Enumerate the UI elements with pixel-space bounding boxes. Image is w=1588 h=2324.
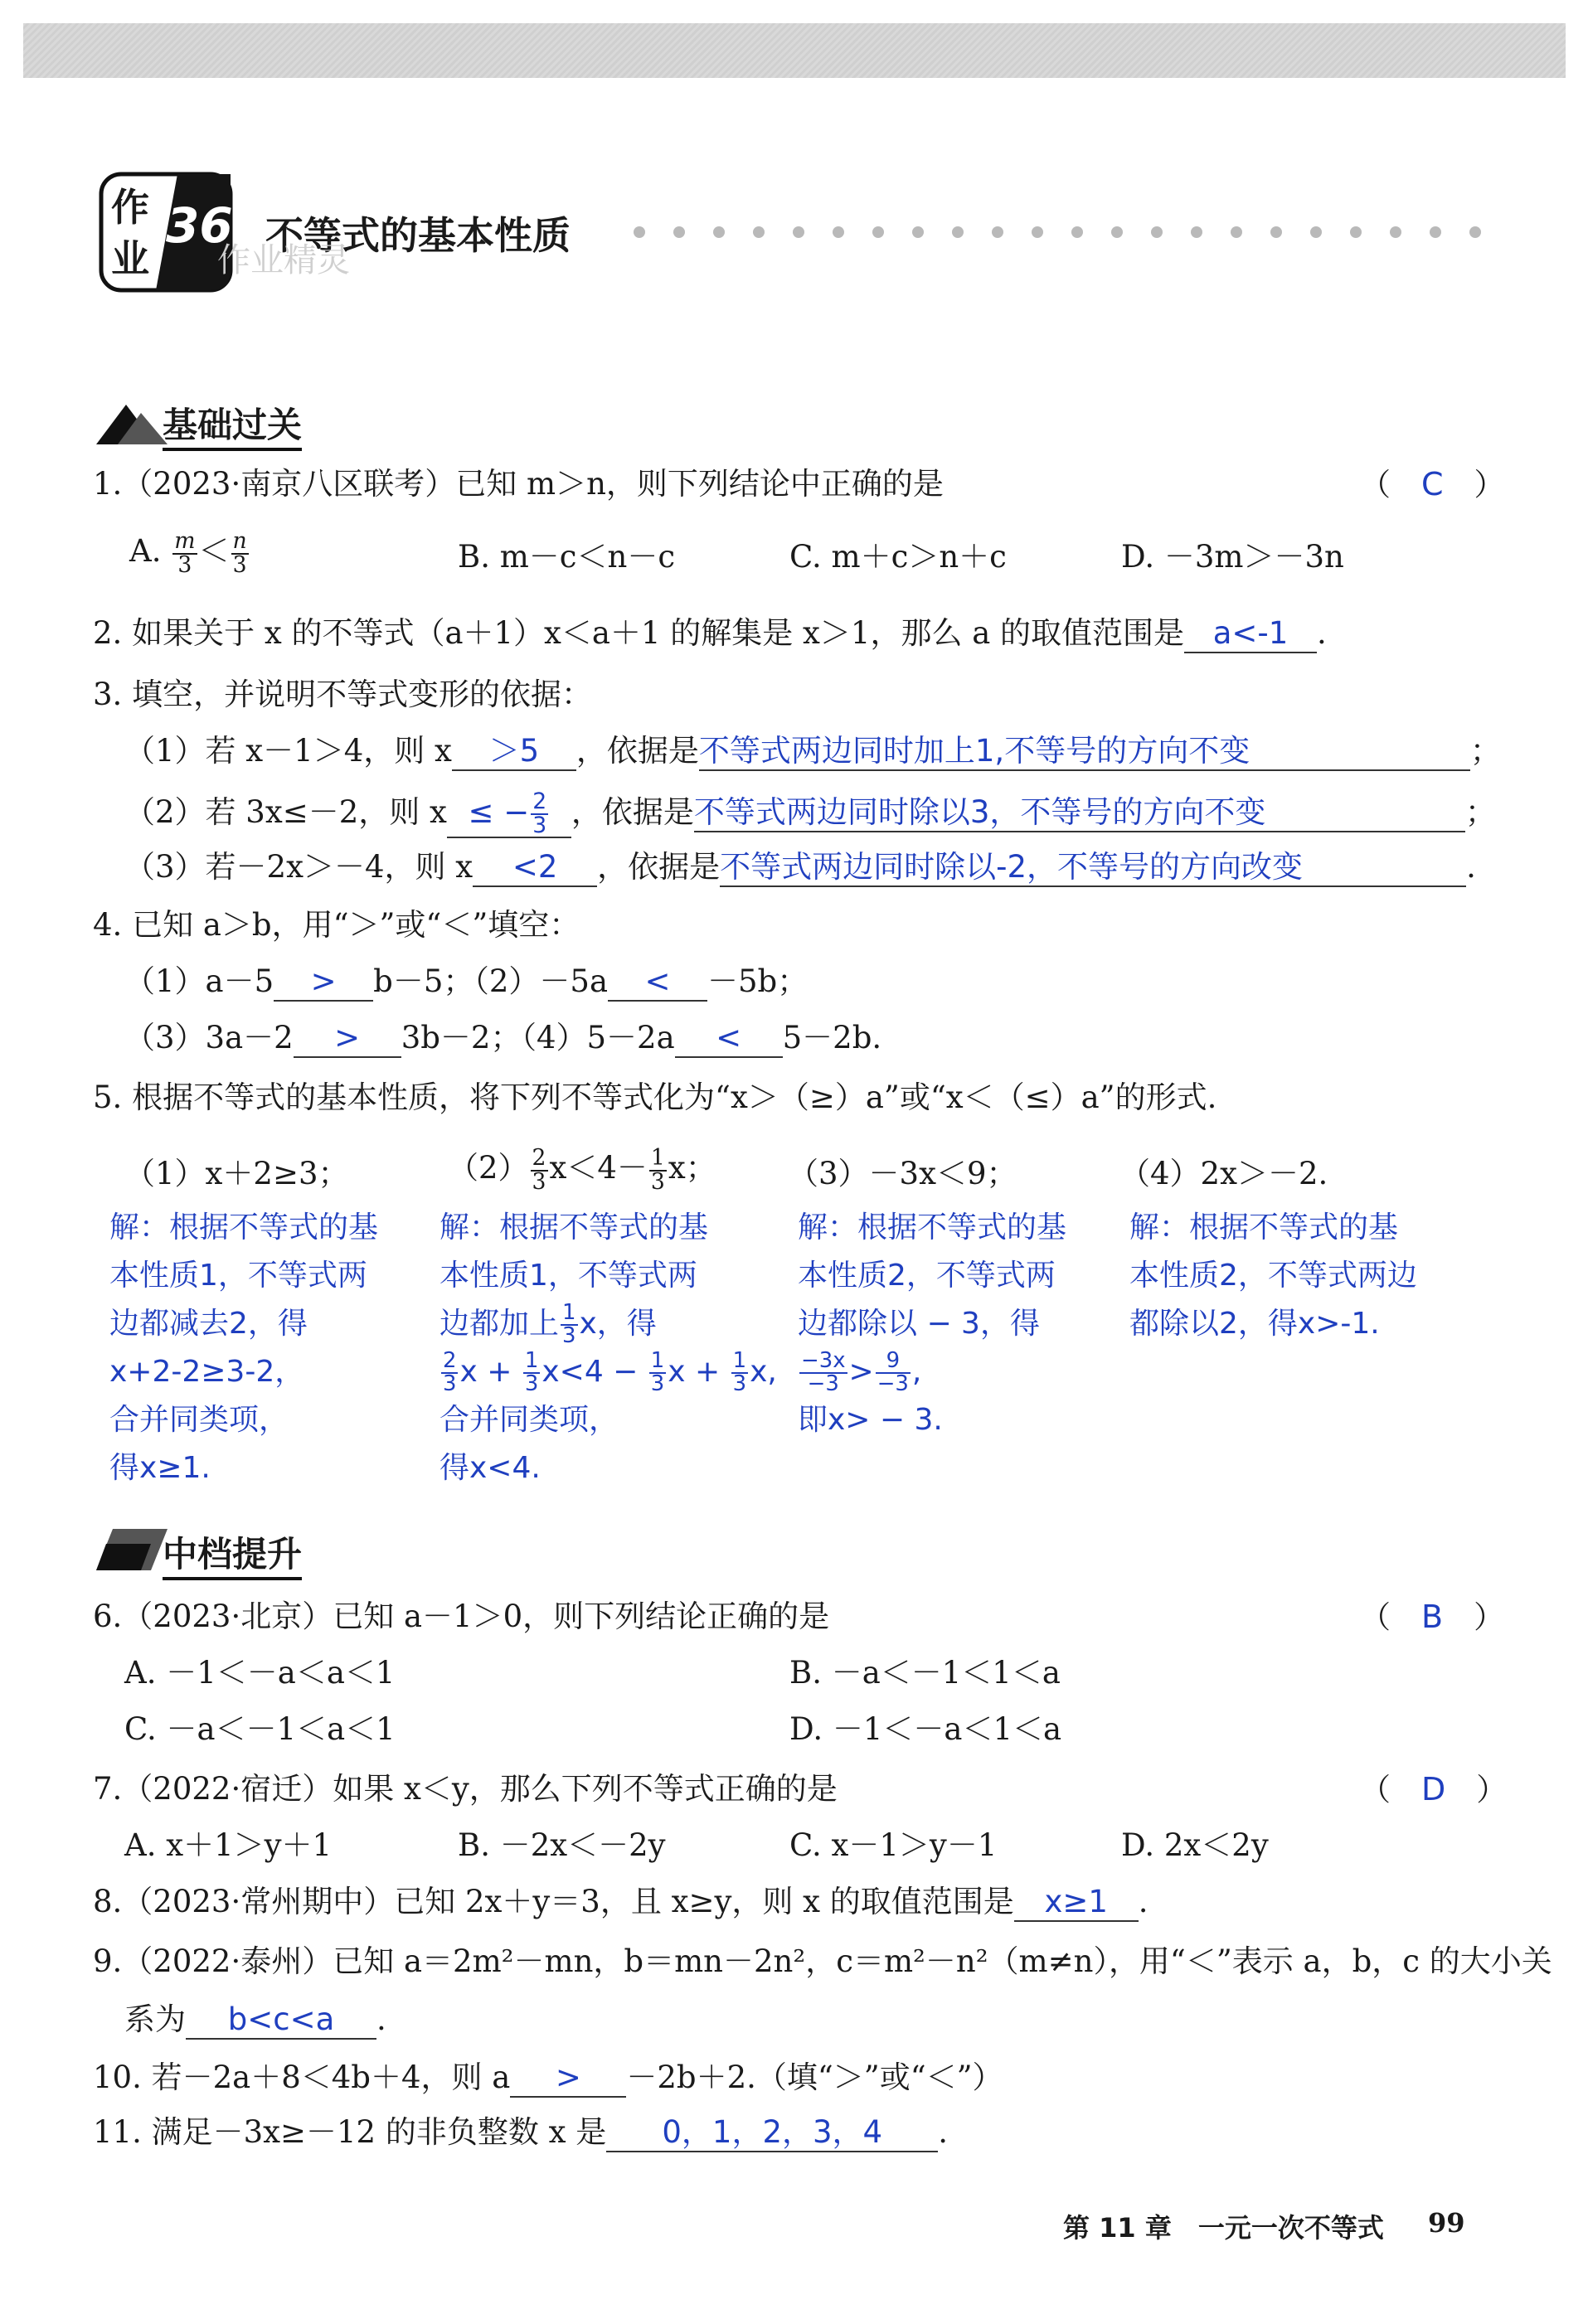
q3-part1: （1）若 x－1＞4，则 x ＞5 ，依据是不等式两边同时加上1,不等号的方向不变 ； xyxy=(124,733,1501,771)
q8-answer: x≥1 xyxy=(1044,1884,1108,1919)
q3-reason3: 不等式两边同时除以-2，不等号的方向改变 xyxy=(720,849,1304,885)
q4-stem: 4. 已知 a＞b，用“＞”或“＜”填空： xyxy=(93,907,580,943)
q11-answer: 0，1，2，3，4 xyxy=(662,2114,883,2150)
q2-line: 2. 如果关于 x 的不等式（a＋1）x＜a＋1 的解集是 x＞1，那么 a 的取值范围是 a<-1 . xyxy=(93,615,1327,653)
q7-option-b: B. －2x＜－2y xyxy=(458,1827,666,1863)
q3-part2: （2）若 3x≤－2，则 x ≤ − $\frac{2}{3}$ ，依据是不等式两边同时除以3，不等号的方向不变 ； xyxy=(124,788,1496,838)
q9-answer: b<c<a xyxy=(227,2001,335,2037)
q3-reason2: 不等式两边同时除以3，不等号的方向不变 xyxy=(693,794,1266,831)
section-basic-title: 基础过关 xyxy=(163,398,302,451)
q2-answer: a<-1 xyxy=(1212,615,1289,651)
q5-solution4: 解：根据不等式的基 本性质2，不等式两边 都除以2，得x>-1. xyxy=(1129,1211,1417,1341)
q1-option-c: C. m＋c＞n＋c xyxy=(789,539,1007,575)
q6-answer-paren: （ B ） xyxy=(1360,1599,1505,1635)
q7-answer: D xyxy=(1421,1771,1446,1807)
watermark: 作业精灵 xyxy=(217,241,350,279)
q5-part3: （3）－3x＜9； xyxy=(788,1156,1017,1191)
q9-stem: 9.（2022·泰州）已知 a＝2m²－mn，b＝mn－2n²，c＝m²－n²（m≠n），用“＜”表示 a，b，c 的大小关 xyxy=(93,1943,1552,1979)
title-dots xyxy=(634,226,1509,241)
q3-answer2: ≤ − $\frac{2}{3}$ xyxy=(468,788,547,838)
q3-part3: （3）若－2x＞－4，则 x <2 ，依据是不等式两边同时除以-2，不等号的方向改变 . xyxy=(124,849,1476,887)
q1-option-a: A. $\frac{m}{3}$ ＜ $\frac{n}{3}$ xyxy=(129,528,247,578)
badge-ye: 业 xyxy=(111,236,149,281)
q5-part1: （1）x＋2≥3； xyxy=(124,1156,349,1191)
q5-solution3: 解：根据不等式的基 本性质2，不等式两 边都除以 − 3，得 $\frac{-3x}{-3}$ > $\frac{9}{-3}$ , 即x> − 3. xyxy=(798,1211,1067,1437)
q6-option-a: A. －1＜－a＜a＜1 xyxy=(124,1655,396,1691)
q1-option-b: B. m－c＜n－c xyxy=(458,539,676,575)
q4-answer4: < xyxy=(716,1020,742,1055)
badge-number: 36 xyxy=(166,197,233,254)
q10-line: 10. 若－2a＋8＜4b＋4，则 a > －2b＋2.（填“＞”或“＜”） xyxy=(93,2060,1003,2098)
q5-solution2: 解：根据不等式的基 本性质1，不等式两 边都加上 $\frac{1}{3}$ x，得 $\frac{2}{3}$ x + $\frac{1}{3}$ x<4 − $\frac{1}{3}$ x + $\frac{1}{3}$ x, 合并同类项， 得x<4. xyxy=(439,1211,777,1485)
page-title: 不等式的基本性质 xyxy=(265,213,571,258)
q4-answer1: > xyxy=(310,963,337,999)
q5-stem: 5. 根据不等式的基本性质，将下列不等式化为“x＞（≥）a”或“x＜（≤）a”的形式. xyxy=(93,1080,1217,1115)
q5-solution1: 解：根据不等式的基 本性质1，不等式两 边都减去2，得 x+2-2≥3-2， 合并同类项， 得x≥1. xyxy=(109,1211,379,1485)
q4-line2: （3）3a－2 > 3b－2；（4）5－2a < 5－2b. xyxy=(124,1020,881,1058)
q1-option-d: D. －3m＞－3n xyxy=(1121,539,1344,575)
q6-stem: 6.（2023·北京）已知 a－1＞0，则下列结论正确的是 xyxy=(93,1599,830,1634)
q7-stem: 7.（2022·宿迁）如果 x＜y，那么下列不等式正确的是 xyxy=(93,1771,838,1807)
q1-stem: 1.（2023·南京八区联考）已知 m＞n，则下列结论中正确的是 xyxy=(93,466,944,502)
q7-option-c: C. x－1＞y－1 xyxy=(789,1827,998,1863)
section-medium-title: 中档提升 xyxy=(163,1527,302,1580)
q3-answer1: ＞5 xyxy=(488,733,540,769)
q5-part4: （4）2x＞－2. xyxy=(1119,1156,1328,1191)
q7-answer-paren: （ D ） xyxy=(1360,1771,1508,1807)
q4-answer2: < xyxy=(644,963,671,999)
page-number: 99 xyxy=(1428,2207,1465,2239)
q6-option-c: C. －a＜－1＜a＜1 xyxy=(124,1711,396,1747)
footer-chapter: 第 11 章 一元一次不等式 xyxy=(1063,2212,1384,2244)
q8-line: 8.（2023·常州期中）已知 2x＋y＝3，且 x≥y，则 x 的取值范围是 x≥1 . xyxy=(93,1884,1149,1922)
q7-option-a: A. x＋1＞y＋1 xyxy=(124,1827,333,1863)
q1-answer: C xyxy=(1421,466,1444,502)
q6-option-b: B. －a＜－1＜1＜a xyxy=(789,1655,1061,1691)
q6-option-d: D. －1＜－a＜1＜a xyxy=(789,1711,1062,1747)
q7-option-d: D. 2x＜2y xyxy=(1121,1827,1269,1863)
q10-answer: > xyxy=(555,2060,581,2095)
q4-line1: （1）a－5 > b－5；（2）－5a < －5b； xyxy=(124,963,808,1002)
q3-reason1: 不等式两边同时加上1,不等号的方向不变 xyxy=(698,733,1250,769)
q11-line: 11. 满足－3x≥－12 的非负整数 x 是 0，1，2，3，4 . xyxy=(93,2114,948,2152)
q3-answer3: <2 xyxy=(512,849,558,885)
top-scan-band xyxy=(23,23,1566,78)
q1-answer-paren: （ C ） xyxy=(1360,466,1505,502)
badge-zuo: 作 xyxy=(111,185,149,230)
q6-answer: B xyxy=(1421,1599,1444,1635)
q9-line2: 系为 b<c<a . xyxy=(124,2001,386,2040)
q5-part2: （2） $\frac{2}{3}$ x＜4－ $\frac{1}{3}$ x； xyxy=(448,1145,716,1195)
q3-stem: 3. 填空，并说明不等式变形的依据： xyxy=(93,677,593,712)
q4-answer3: > xyxy=(334,1020,361,1055)
